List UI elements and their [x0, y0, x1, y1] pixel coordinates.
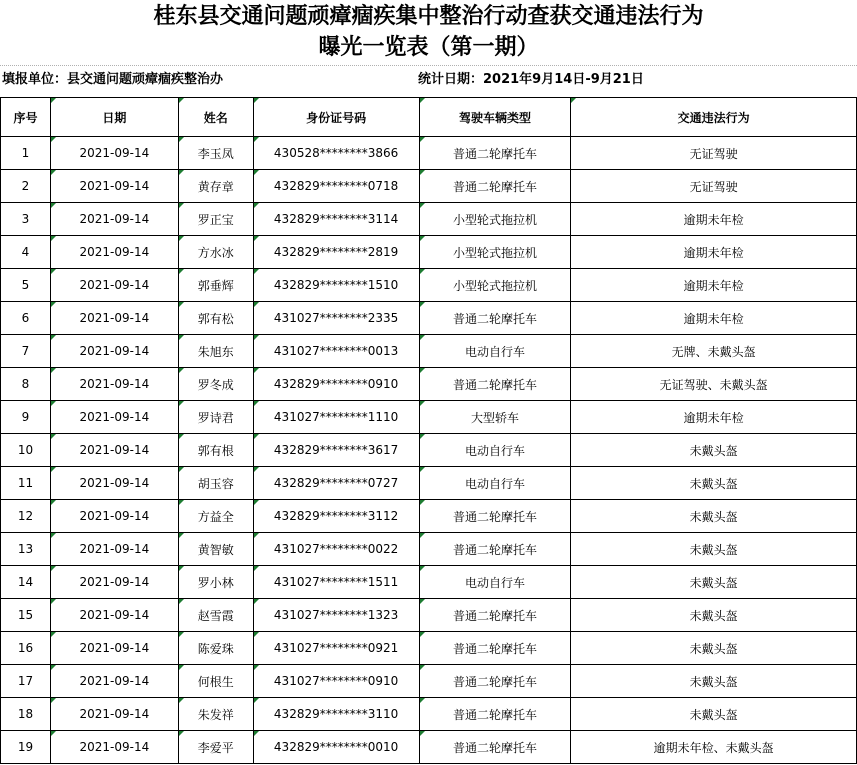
cell-violation: 逾期未年检、未戴头盔: [571, 731, 857, 764]
table-row: [1, 335, 857, 368]
cell-serial-number: 8: [1, 368, 51, 401]
cell-id-number: 432829********0727: [253, 467, 419, 500]
table-header-row: [1, 98, 857, 137]
cell-violation: 未戴头盔: [571, 698, 857, 731]
document-title-line1: 桂东县交通问题顽瘴痼疾集中整治行动查获交通违法行为: [153, 4, 704, 29]
cell-violation: 逾期未年检: [571, 401, 857, 434]
cell-date: 2021-09-14: [50, 731, 178, 764]
cell-vehicle-type: 电动自行车: [419, 335, 571, 368]
cell-violation: 未戴头盔: [571, 632, 857, 665]
cell-id-number: 431027********1110: [253, 401, 419, 434]
cell-vehicle-type: 普通二轮摩托车: [419, 632, 571, 665]
cell-serial-number: 13: [1, 533, 51, 566]
table-row: [1, 467, 857, 500]
cell-vehicle-type: 普通二轮摩托车: [419, 698, 571, 731]
cell-violation: 逾期未年检: [571, 269, 857, 302]
cell-name: 胡玉容: [178, 467, 253, 500]
cell-violation: 未戴头盔: [571, 533, 857, 566]
cell-serial-number: 4: [1, 236, 51, 269]
cell-name: 罗小林: [178, 566, 253, 599]
cell-name: 赵雪霞: [178, 599, 253, 632]
cell-vehicle-type: 普通二轮摩托车: [419, 731, 571, 764]
table-row: [1, 368, 857, 401]
cell-violation: 逾期未年检: [571, 302, 857, 335]
table-row: [1, 302, 857, 335]
cell-serial-number: 2: [1, 170, 51, 203]
cell-violation: 未戴头盔: [571, 467, 857, 500]
cell-violation: 逾期未年检: [571, 203, 857, 236]
cell-name: 黄智敏: [178, 533, 253, 566]
cell-date: 2021-09-14: [50, 236, 178, 269]
cell-vehicle-type: 电动自行车: [419, 467, 571, 500]
cell-date: 2021-09-14: [50, 335, 178, 368]
cell-violation: 未戴头盔: [571, 434, 857, 467]
cell-id-number: 431027********0013: [253, 335, 419, 368]
cell-vehicle-type: 普通二轮摩托车: [419, 665, 571, 698]
cell-date: 2021-09-14: [50, 401, 178, 434]
cell-serial-number: 16: [1, 632, 51, 665]
cell-name: 方水冰: [178, 236, 253, 269]
cell-serial-number: 15: [1, 599, 51, 632]
cell-date: 2021-09-14: [50, 269, 178, 302]
cell-vehicle-type: 小型轮式拖拉机: [419, 236, 571, 269]
cell-id-number: 431027********1511: [253, 566, 419, 599]
header-date: 日期: [50, 98, 178, 137]
document-title-line2: 曝光一览表（第一期）: [318, 35, 539, 60]
cell-date: 2021-09-14: [50, 302, 178, 335]
cell-serial-number: 12: [1, 500, 51, 533]
cell-date: 2021-09-14: [50, 137, 178, 170]
header-id-number: 身份证号码: [253, 98, 419, 137]
violations-table: [0, 97, 857, 764]
cell-vehicle-type: 大型轿车: [419, 401, 571, 434]
header-vehicle-type: 驾驶车辆类型: [419, 98, 571, 137]
cell-violation: 未戴头盔: [571, 566, 857, 599]
cell-id-number: 432829********3110: [253, 698, 419, 731]
statistics-date: 统计日期：2021年9月14日-9月21日: [418, 72, 644, 87]
cell-vehicle-type: 普通二轮摩托车: [419, 533, 571, 566]
cell-name: 郭有根: [178, 434, 253, 467]
cell-date: 2021-09-14: [50, 665, 178, 698]
cell-serial-number: 17: [1, 665, 51, 698]
cell-name: 郭有松: [178, 302, 253, 335]
cell-violation: 无证驾驶: [571, 137, 857, 170]
cell-vehicle-type: 小型轮式拖拉机: [419, 203, 571, 236]
cell-date: 2021-09-14: [50, 434, 178, 467]
cell-vehicle-type: 普通二轮摩托车: [419, 368, 571, 401]
table-row: [1, 566, 857, 599]
cell-serial-number: 19: [1, 731, 51, 764]
cell-vehicle-type: 普通二轮摩托车: [419, 302, 571, 335]
cell-name: 郭垂辉: [178, 269, 253, 302]
table-row: [1, 500, 857, 533]
cell-date: 2021-09-14: [50, 599, 178, 632]
table-row: [1, 698, 857, 731]
cell-violation: 未戴头盔: [571, 665, 857, 698]
cell-id-number: 431027********2335: [253, 302, 419, 335]
cell-violation: 未戴头盔: [571, 599, 857, 632]
cell-date: 2021-09-14: [50, 368, 178, 401]
header-violation: 交通违法行为: [571, 98, 857, 137]
cell-violation: 无牌、未戴头盔: [571, 335, 857, 368]
cell-date: 2021-09-14: [50, 500, 178, 533]
cell-date: 2021-09-14: [50, 632, 178, 665]
cell-violation: 无证驾驶、未戴头盔: [571, 368, 857, 401]
table-row: [1, 599, 857, 632]
cell-serial-number: 7: [1, 335, 51, 368]
cell-id-number: 431027********0921: [253, 632, 419, 665]
cell-name: 朱发祥: [178, 698, 253, 731]
page-divider: [0, 65, 857, 66]
cell-id-number: 431027********1323: [253, 599, 419, 632]
cell-serial-number: 3: [1, 203, 51, 236]
cell-date: 2021-09-14: [50, 533, 178, 566]
cell-vehicle-type: 普通二轮摩托车: [419, 500, 571, 533]
cell-serial-number: 18: [1, 698, 51, 731]
cell-id-number: 431027********0910: [253, 665, 419, 698]
cell-date: 2021-09-14: [50, 566, 178, 599]
table-row: [1, 137, 857, 170]
cell-name: 李玉凤: [178, 137, 253, 170]
cell-id-number: 432829********3114: [253, 203, 419, 236]
cell-vehicle-type: 小型轮式拖拉机: [419, 269, 571, 302]
cell-date: 2021-09-14: [50, 467, 178, 500]
cell-serial-number: 5: [1, 269, 51, 302]
cell-id-number: 432829********3617: [253, 434, 419, 467]
cell-vehicle-type: 电动自行车: [419, 434, 571, 467]
cell-name: 黄存章: [178, 170, 253, 203]
table-row: [1, 632, 857, 665]
table-row: [1, 731, 857, 764]
cell-vehicle-type: 普通二轮摩托车: [419, 137, 571, 170]
cell-serial-number: 6: [1, 302, 51, 335]
cell-id-number: 432829********2819: [253, 236, 419, 269]
table-row: [1, 170, 857, 203]
reporting-unit: 填报单位：县交通问题顽瘴痼疾整治办: [2, 72, 224, 87]
table-row: [1, 203, 857, 236]
header-name: 姓名: [178, 98, 253, 137]
cell-serial-number: 10: [1, 434, 51, 467]
cell-id-number: 431027********0022: [253, 533, 419, 566]
cell-vehicle-type: 普通二轮摩托车: [419, 170, 571, 203]
cell-serial-number: 14: [1, 566, 51, 599]
cell-violation: 未戴头盔: [571, 500, 857, 533]
cell-violation: 逾期未年检: [571, 236, 857, 269]
cell-name: 方益全: [178, 500, 253, 533]
cell-date: 2021-09-14: [50, 698, 178, 731]
cell-id-number: 432829********0010: [253, 731, 419, 764]
header-serial-number: 序号: [1, 98, 51, 137]
cell-name: 朱旭东: [178, 335, 253, 368]
table-row: [1, 434, 857, 467]
cell-name: 罗冬成: [178, 368, 253, 401]
table-row: [1, 269, 857, 302]
table-row: [1, 665, 857, 698]
cell-serial-number: 9: [1, 401, 51, 434]
table-row: [1, 533, 857, 566]
cell-id-number: 432829********0910: [253, 368, 419, 401]
cell-date: 2021-09-14: [50, 170, 178, 203]
cell-violation: 无证驾驶: [571, 170, 857, 203]
cell-id-number: 432829********1510: [253, 269, 419, 302]
cell-id-number: 432829********0718: [253, 170, 419, 203]
cell-serial-number: 1: [1, 137, 51, 170]
cell-name: 陈爱珠: [178, 632, 253, 665]
cell-name: 李爱平: [178, 731, 253, 764]
table-row: [1, 236, 857, 269]
cell-name: 何根生: [178, 665, 253, 698]
cell-vehicle-type: 普通二轮摩托车: [419, 599, 571, 632]
cell-vehicle-type: 电动自行车: [419, 566, 571, 599]
cell-name: 罗正宝: [178, 203, 253, 236]
cell-id-number: 432829********3112: [253, 500, 419, 533]
cell-name: 罗诗君: [178, 401, 253, 434]
table-row: [1, 401, 857, 434]
cell-serial-number: 11: [1, 467, 51, 500]
cell-date: 2021-09-14: [50, 203, 178, 236]
cell-id-number: 430528********3866: [253, 137, 419, 170]
